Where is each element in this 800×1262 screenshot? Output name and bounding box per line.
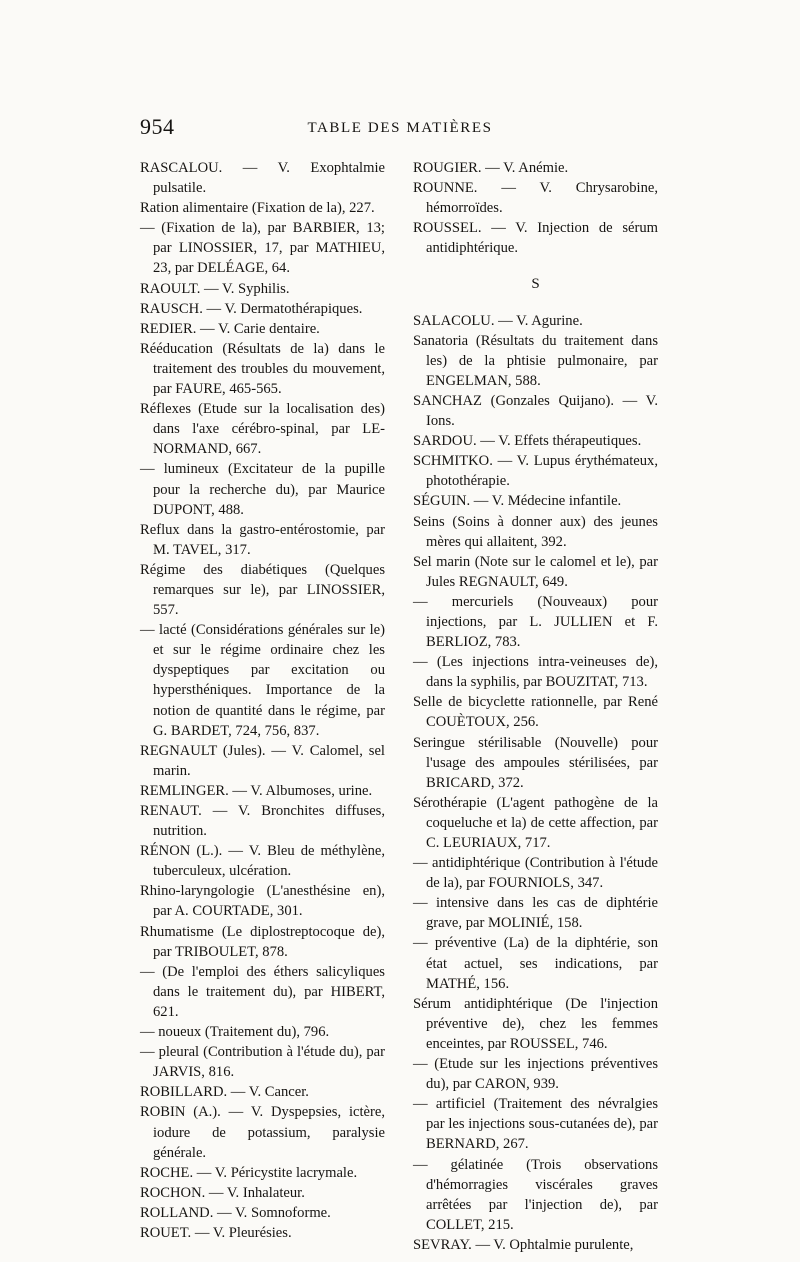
index-entry: REMLINGER. — V. Albumoses, urine. bbox=[140, 782, 373, 799]
index-entry: ROUET. — V. Pleurésies. bbox=[140, 1224, 292, 1241]
index-entry: ROCHON. — V. Inhalateur. bbox=[140, 1184, 305, 1201]
index-entry: RAOULT. — V. Syphilis. bbox=[140, 280, 290, 297]
right-column-entries-s bbox=[413, 311, 658, 1255]
index-entry: Sérothérapie (L'agent pathogène de la coqueluche et la) de cette affection, par C. LEURIAUX, 717. bbox=[413, 794, 658, 851]
index-entry: REGNAULT (Jules). — V. Calomel, sel marin. bbox=[140, 742, 385, 779]
index-entry: Seringue stérilisable (Nouvelle) pour l'usage des ampoules stérilisées, par BRICARD, 372. bbox=[413, 734, 658, 791]
left-column bbox=[140, 158, 385, 1243]
index-entry: Seins (Soins à donner aux) des jeunes mères qui allaitent, 392. bbox=[413, 513, 658, 550]
index-entry: ROUSSEL. — V. Injection de sérum antidiphtérique. bbox=[413, 220, 658, 257]
index-entry: SCHMITKO. — V. Lupus érythémateux, photothérapie. bbox=[413, 453, 658, 490]
index-entry: RENAUT. — V. Bronchites diffuses, nutrition. bbox=[140, 803, 385, 840]
index-entry: SALACOLU. — V. Agurine. bbox=[413, 312, 583, 329]
index-entry: — noueux (Traitement du), 796. bbox=[140, 1024, 330, 1041]
index-entry: Sel marin (Note sur le calomel et le), par Jules REGNAULT, 649. bbox=[413, 553, 658, 590]
running-title: TABLE DES MATIÈRES bbox=[307, 120, 493, 136]
index-entry: ROCHE. — V. Péricystite lacrymale. bbox=[140, 1164, 358, 1181]
index-entry: SEVRAY. — V. Ophtalmie purulente, bbox=[413, 1236, 634, 1253]
index-entry: ROBIN (A.). — V. Dyspepsies, ictère, iodure de potassium, paralysie générale. bbox=[140, 1104, 385, 1161]
index-entry: — (Les injections intra-veineuses de), dans la syphilis, par BOUZITAT, 713. bbox=[413, 654, 658, 691]
right-column-entries-r bbox=[413, 158, 658, 258]
index-entry: Rééducation (Résultats de la) dans le traitement des troubles du mouvement, par FAURE, 465-565. bbox=[140, 340, 385, 398]
index-entry: SARDOU. — V. Effets thérapeutiques. bbox=[413, 433, 642, 450]
index-entry: Sérum antidiphtérique (De l'injection préventive de), chez les femmes enceintes, par ROUSSEL, 746. bbox=[413, 995, 658, 1052]
index-entry: Réflexes (Etude sur la localisation des) dans l'axe cérébro-spinal, par LE-NORMAND, 667. bbox=[140, 401, 385, 458]
index-entry: Sanatoria (Résultats du traitement dans les) de la phtisie pulmonaire, par ENGELMAN, 588. bbox=[413, 332, 658, 389]
index-entry: SÉGUIN. — V. Médecine infantile. bbox=[413, 493, 622, 510]
index-entry: Rhumatisme (Le diplostreptocoque de), par TRIBOULET, 878. bbox=[140, 923, 385, 960]
index-entry: Ration alimentaire (Fixation de la), 227. bbox=[140, 200, 375, 217]
page-header bbox=[0, 114, 800, 144]
right-column bbox=[413, 158, 658, 1255]
index-entry: — artificiel (Traitement des névralgies par les injections sous-cutanées de), par BERNARD, 267. bbox=[413, 1096, 658, 1153]
index-entry: Régime des diabétiques (Quelques remarques sur le), par LINOSSIER, 557. bbox=[140, 561, 385, 619]
index-entry: — lumineux (Excitateur de la pupille pour la recherche du), par Maurice DUPONT, 488. bbox=[140, 461, 385, 518]
index-entry: — gélatinée (Trois observations d'hémorragies viscérales graves arrêtées par l'injection de), par COLLET, 215. bbox=[413, 1156, 658, 1233]
index-entry: RASCALOU. — V. Exophtalmie pulsatile. bbox=[140, 160, 385, 197]
index-entry: ROBILLARD. — V. Cancer. bbox=[140, 1084, 309, 1101]
index-entry: RAUSCH. — V. Dermatothérapiques. bbox=[140, 300, 363, 317]
index-entry: SANCHAZ (Gonzales Quijano). — V. Ions. bbox=[413, 392, 658, 430]
index-entry: Reflux dans la gastro-entérostomie, par M. TAVEL, 317. bbox=[140, 521, 385, 558]
index-entry: — (Etude sur les injections préventives du), par CARON, 939. bbox=[413, 1056, 658, 1093]
index-entry: RÉNON (L.). — V. Bleu de méthylène, tuberculeux, ulcération. bbox=[140, 843, 385, 880]
index-entry: Rhino-laryngologie (L'anesthésine en), par A. COURTADE, 301. bbox=[140, 883, 385, 920]
index-entry: — lacté (Considérations générales sur le) et sur le régime ordinaire chez les dyspeptiques par excitation ou hypersthéniques. Importance de la notion de quantité dans le régime, par G. BARDET, 724, 756, 837. bbox=[140, 622, 385, 739]
index-entry: — intensive dans les cas de diphtérie grave, par MOLINIÉ, 158. bbox=[413, 895, 658, 932]
index-entry: ROUNNE. — V. Chrysarobine, hémorroïdes. bbox=[413, 180, 658, 217]
index-entry: ROUGIER. — V. Anémie. bbox=[413, 160, 569, 176]
index-entry: Selle de bicyclette rationnelle, par René COUÈTOUX, 256. bbox=[413, 694, 658, 731]
index-entry: REDIER. — V. Carie dentaire. bbox=[140, 320, 320, 337]
index-entry: — mercuriels (Nouveaux) pour injections, par L. JULLIEN et F. BERLIOZ, 783. bbox=[413, 593, 658, 651]
index-entry: — (De l'emploi des éthers salicyliques dans le traitement du), par HIBERT, 621. bbox=[140, 963, 385, 1020]
index-entry: — préventive (La) de la diphtérie, son état actuel, ses indications, par MATHÉ, 156. bbox=[413, 935, 658, 992]
section-letter-s: S bbox=[531, 276, 540, 293]
page-number: 954 bbox=[140, 114, 175, 139]
index-entry: — antidiphtérique (Contribution à l'étude de la), par FOURNIOLS, 347. bbox=[413, 855, 658, 892]
index-entry: ROLLAND. — V. Somnoforme. bbox=[140, 1204, 331, 1221]
index-entry: — (Fixation de la), par BARBIER, 13; par LINOSSIER, 17, par MATHIEU, 23, par DELÉAGE, 64. bbox=[140, 220, 385, 277]
index-entry: — pleural (Contribution à l'étude du), par JARVIS, 816. bbox=[140, 1044, 385, 1081]
